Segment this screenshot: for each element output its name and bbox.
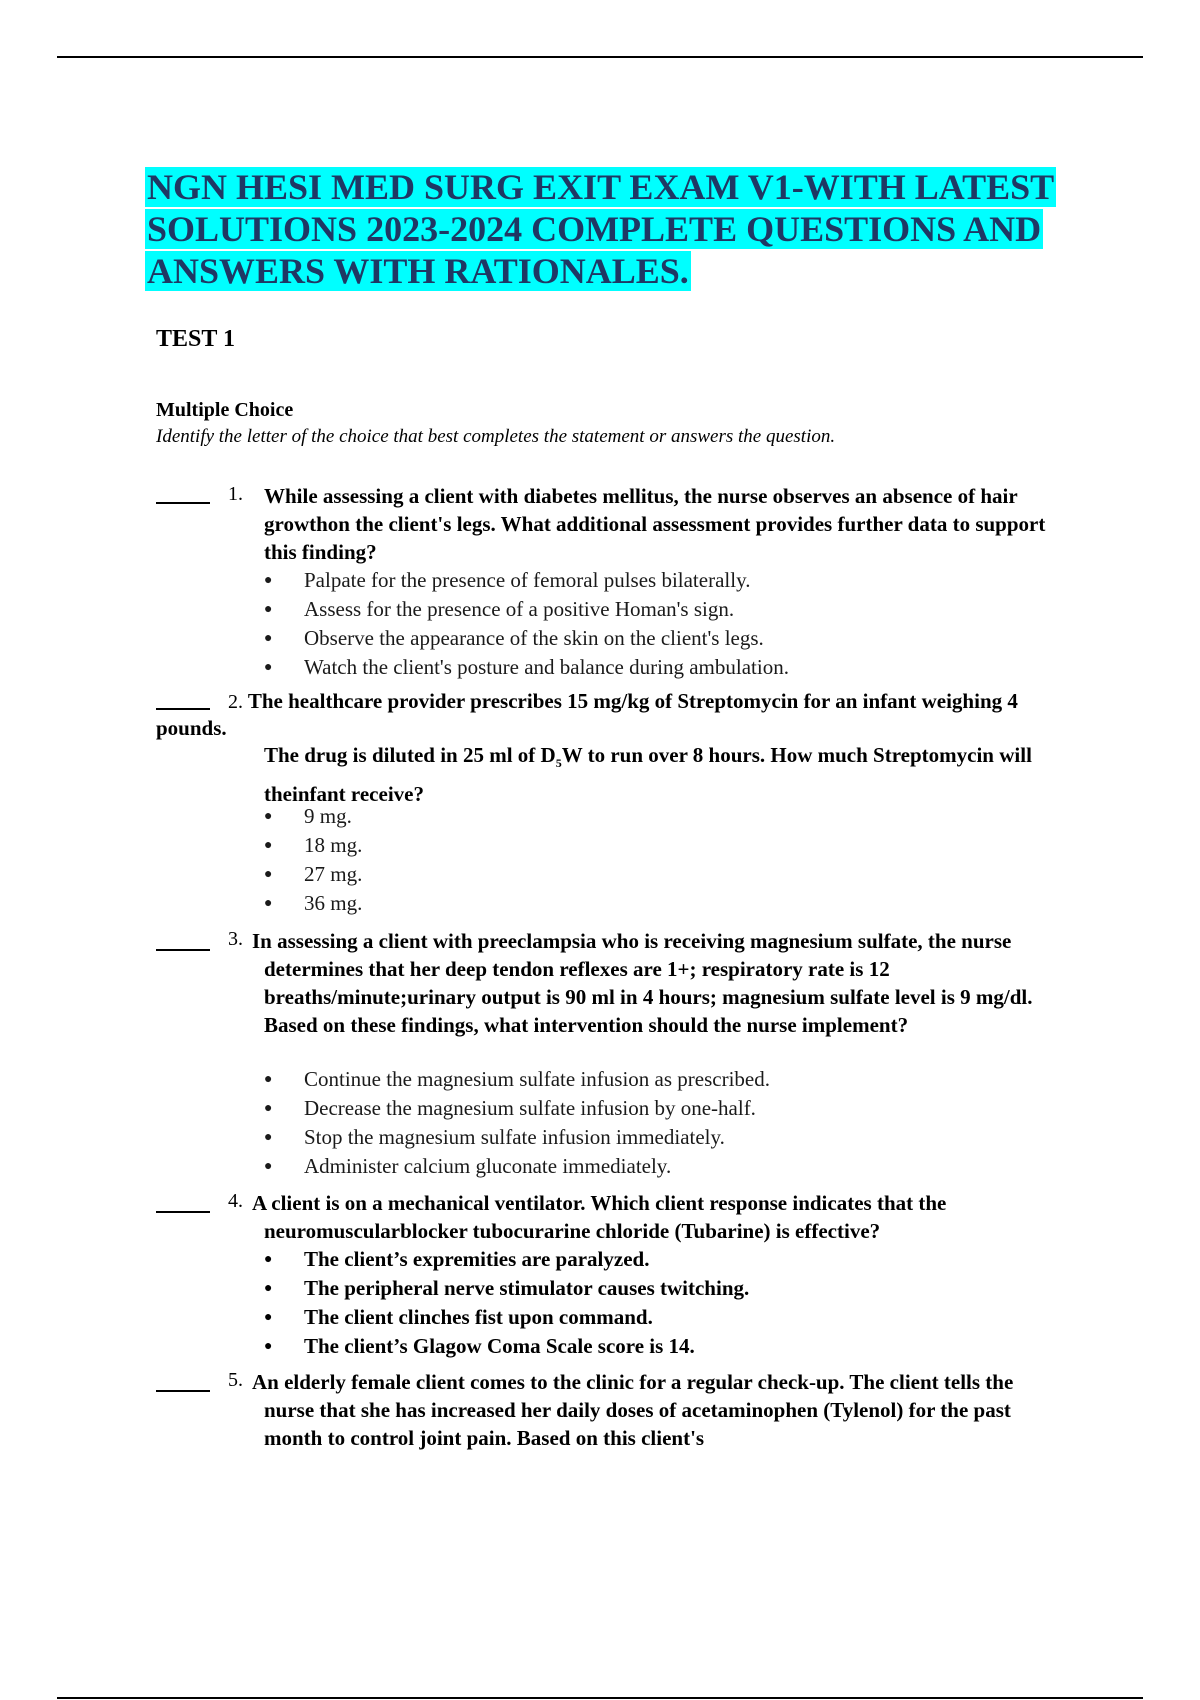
test-heading: TEST 1 [156,326,235,352]
title-line-3: ANSWERS WITH RATIONALES. [147,251,689,291]
option-d[interactable] [264,653,789,682]
option-d[interactable] [264,1332,749,1361]
bullet-icon: ● [264,838,273,853]
bullet-icon: ● [264,1159,273,1174]
option-list [264,1065,770,1181]
option-c[interactable] [264,1303,749,1332]
option-a[interactable] [264,802,362,831]
option-list [264,802,362,918]
question-text-continued [264,740,1054,810]
question-number: 1. [228,483,243,505]
top-rule [57,56,1143,58]
question-number: 4. [228,1190,243,1212]
bullet-icon: ● [264,631,273,646]
option-a[interactable] [264,566,789,595]
answer-blank[interactable] [156,1390,210,1392]
option-c[interactable] [264,860,362,889]
question-number: 3. [228,928,243,950]
option-text: Administer calcium gluconate immediately. [304,1154,672,1178]
question-number: 2. [228,691,243,713]
option-text: The client’s Glagow Coma Scale score is 14. [304,1334,695,1358]
option-text: 36 mg. [304,891,363,915]
option-text: 9 mg. [304,804,352,828]
option-text: The client clinches fist upon command. [304,1305,653,1329]
option-text: Decrease the magnesium sulfate infusion by one-half. [304,1096,756,1120]
bullet-icon: ● [264,1252,273,1267]
title-line-1: NGN HESI MED SURG EXIT EXAM V1-WITH LATEST [147,167,1055,207]
question-text: While assessing a client with diabetes mellitus, the nurse observes an absence of hair growthon the client's legs. What additional assessment provides further data to support this finding? [264,484,1046,564]
option-d[interactable] [264,889,362,918]
question-number: 5. [228,1369,243,1391]
option-d[interactable] [264,1152,770,1181]
bullet-icon: ● [264,1101,273,1116]
option-text: Watch the client's posture and balance during ambulation. [304,655,789,679]
option-b[interactable] [264,831,362,860]
option-text: Assess for the presence of a positive Homan's sign. [304,597,735,621]
option-text: The client’s expremities are paralyzed. [304,1247,650,1271]
option-c[interactable] [264,624,789,653]
option-text: 18 mg. [304,833,363,857]
title-line-2: SOLUTIONS 2023-2024 COMPLETE QUESTIONS AND [147,209,1042,249]
option-b[interactable] [264,595,789,624]
option-text: 27 mg. [304,862,363,886]
bullet-icon: ● [264,573,273,588]
bullet-icon: ● [264,896,273,911]
answer-blank[interactable] [156,949,210,951]
answer-blank[interactable] [156,502,210,504]
section-label: Multiple Choice [156,399,294,421]
text-part: The drug is diluted in 25 ml of D [264,743,556,767]
bullet-icon: ● [264,602,273,617]
option-b[interactable] [264,1274,749,1303]
bullet-icon: ● [264,809,273,824]
question-text: An elderly female client comes to the clinic for a regular check-up. The client tells the nurse that she has increased her daily doses of acetaminophen (Tylenol) for the past month to control joint pain. Based on this client's [252,1370,1014,1450]
bullet-icon: ● [264,1072,273,1087]
answer-blank[interactable] [156,1211,210,1213]
question-text [156,688,1026,741]
option-text: Continue the magnesium sulfate infusion as prescribed. [304,1067,770,1091]
option-list [264,566,789,682]
subscript: 5 [555,756,562,771]
option-b[interactable] [264,1094,770,1123]
option-text: Palpate for the presence of femoral pulses bilaterally. [304,568,751,592]
option-c[interactable] [264,1123,770,1152]
bullet-icon: ● [264,660,273,675]
option-a[interactable] [264,1065,770,1094]
document-title [145,166,1085,292]
bullet-icon: ● [264,1339,273,1354]
option-text: The peripheral nerve stimulator causes twitching. [304,1276,750,1300]
bullet-icon: ● [264,867,273,882]
option-list [264,1245,749,1361]
bullet-icon: ● [264,1310,273,1325]
option-text: Stop the magnesium sulfate infusion immediately. [304,1125,725,1149]
question-text: A client is on a mechanical ventilator. Which client response indicates that the neuromuscularblocker tubocurarine chloride (Tubarine) is effective? [252,1191,947,1243]
option-text: Observe the appearance of the skin on the client's legs. [304,626,764,650]
text-part: W to run over 8 hours. How much Streptomycin will theinfant receive? [264,743,1032,807]
option-a[interactable] [264,1245,749,1274]
bottom-rule [57,1697,1143,1699]
question-text-first: The healthcare provider prescribes 15 mg/kg of Streptomycin for an infant weighing 4 pounds. [156,689,1018,740]
question-text: In assessing a client with preeclampsia who is receiving magnesium sulfate, the nurse determines that her deep tendon reflexes are 1+; respiratory rate is 12 breaths/minute;urinary output is 90 ml in 4 hours; magnesium sulfate level is 9 mg/dl. Based on these findings, what intervention should the nurse implement? [252,929,1033,1037]
bullet-icon: ● [264,1130,273,1145]
bullet-icon: ● [264,1281,273,1296]
instructions: Identify the letter of the choice that best completes the statement or answers the question. [156,426,836,447]
